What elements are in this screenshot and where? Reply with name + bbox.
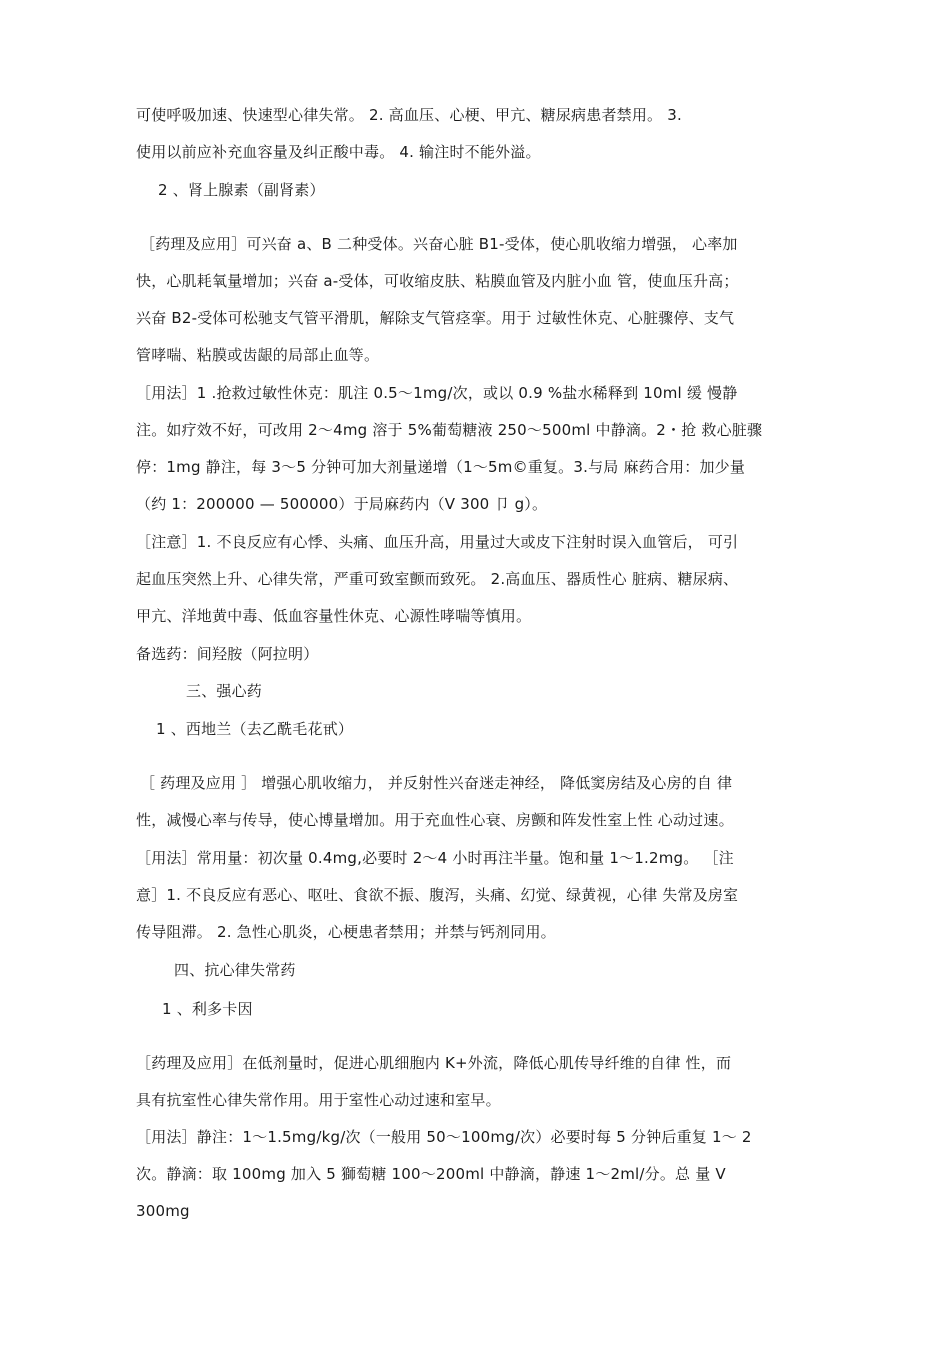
text-line: 注。如疗效不好，可改用 2～4mg 溶于 5%葡萄糖液 250～500ml 中静滴。2・抢 救心脏骤: [136, 421, 763, 439]
text-line: 兴奋 B2-受体可松驰支气管平滑肌，解除支气管痉挛。用于 过敏性休克、心脏骤停、支气: [136, 309, 735, 327]
text-line: ［药理及应用］在低剂量时，促进心肌细胞内 K+外流，降低心肌传导纤维的自律 性，而: [136, 1054, 732, 1072]
text-line: ［注意］1. 不良反应有心悸、头痛、血压升高，用量过大或皮下注射时误入血管后， 可引: [136, 533, 739, 551]
section-heading: 三、强心药: [186, 682, 263, 700]
text-line: 意］1. 不良反应有恶心、呕吐、食欲不振、腹泻，头痛、幻觉、绿黄视，心律 失常及房室: [136, 886, 739, 904]
text-line: 管哮喘、粘膜或齿龈的局部止血等。: [136, 346, 380, 364]
section-heading: 2 、肾上腺素（副肾素）: [158, 181, 325, 199]
text-line: ［用法］静注：1～1.5mg/kg/次（一般用 50～100mg/次）必要时每 5 分钟后重复 1～ 2: [136, 1128, 752, 1146]
text-line: 次。静滴：取 100mg 加入 5 獅萄糖 100～200ml 中静滴，静速 1～2ml/分。总 量 V: [136, 1165, 726, 1183]
text-line: ［用法］1 .抢救过敏性休克：肌注 0.5～1mg/次，或以 0.9 %盐水稀释到 10ml 缓 慢静: [136, 384, 738, 402]
text-line: 300mg: [136, 1202, 190, 1220]
text-line: 使用以前应补充血容量及纠正酸中毒。 4. 输注时不能外溢。: [136, 143, 541, 161]
text-line: 起血压突然上升、心律失常，严重可致室颤而致死。 2.高血压、器质性心 脏病、糖尿病、: [136, 570, 739, 588]
text-line: 具有抗室性心律失常作用。用于室性心动过速和室早。: [136, 1091, 501, 1109]
text-line: 可使呼吸加速、快速型心律失常。 2. 高血压、心梗、甲亢、糖尿病患者禁用。 3.: [136, 106, 682, 124]
section-heading: 四、抗心律失常药: [174, 961, 296, 979]
text-line: 甲亢、洋地黄中毒、低血容量性休克、心源性哮喘等慎用。: [136, 607, 532, 625]
text-line: （约 1：200000 — 500000）于局麻药内（V 300 卩 g）。: [136, 495, 548, 513]
section-heading: 1 、利多卡因: [162, 1000, 253, 1018]
section-heading: 1 、西地兰（去乙酰毛花甙）: [156, 720, 354, 738]
text-line: 快，心肌耗氧量增加；兴奋 a-受体，可收缩皮肤、粘膜血管及内脏小血 管，使血压升高；: [136, 272, 739, 290]
text-line: 停：1mg 静注，每 3～5 分钟可加大剂量递增（1～5m©重复。3.与局 麻药合用：加少量: [136, 458, 746, 476]
text-line: 性，减慢心率与传导，使心博量增加。用于充血性心衰、房颤和阵发性室上性 心动过速。: [136, 811, 734, 829]
text-line: ［用法］常用量：初次量 0.4mg,必要时 2～4 小时再注半量。饱和量 1～1.2mg。 ［注: [136, 849, 734, 867]
text-line: 备选药：间羟胺（阿拉明）: [136, 645, 319, 663]
text-line: ［药理及应用］可兴奋 a、B 二种受体。兴奋心脏 B1-受体，使心肌收缩力增强， 心率加: [140, 235, 738, 253]
text-line: ［ 药理及应用 ］ 增强心肌收缩力， 并反射性兴奋迷走神经， 降低窦房结及心房的自 律: [140, 774, 733, 792]
text-line: 传导阻滞。 2. 急性心肌炎，心梗患者禁用；并禁与钙剂同用。: [136, 923, 556, 941]
